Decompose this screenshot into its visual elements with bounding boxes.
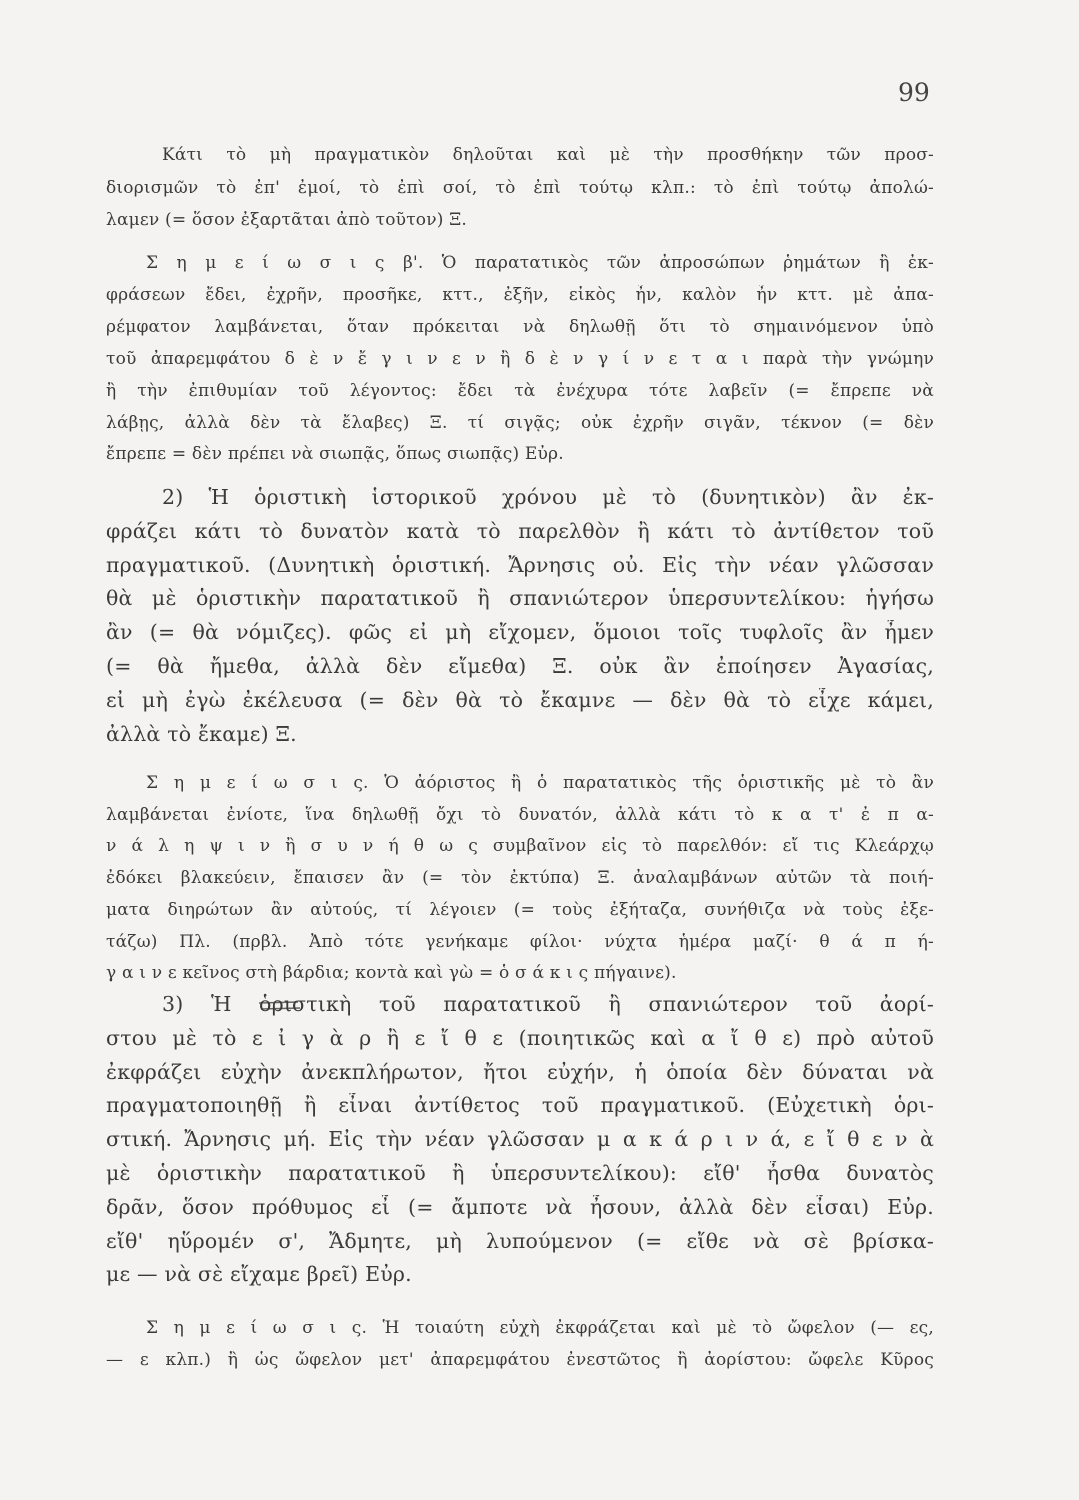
text-line: ἀλλὰ τὸ ἔκαμε) Ξ. (106, 722, 297, 746)
text-line: στική. Ἄρνησις μή. Εἰς τὴν νέαν γλῶσσαν μ α κ ά ρ ι ν ά, ε ἴ θ ε ν ὰ (106, 1127, 934, 1151)
text-line: Σ η μ ε ί ω σ ι ς. Ἡ τοιαύτη εὐχὴ ἐκφράζεται καὶ μὲ τὸ ὤφελον (— ες, (146, 1318, 934, 1338)
text-line: θὰ μὲ ὁριστικὴν παρατατικοῦ ἢ σπανιώτερον ὑπερσυντελίκου: ἡγήσω (106, 586, 934, 610)
text-line: μὲ ὁριστικὴν παρατατικοῦ ἢ ὑπερσυντελίκου): εἴθ' ἦσθα δυνατὸς (106, 1161, 934, 1185)
text-line: ἔπρεπε = δὲν πρέπει νὰ σιωπᾷς, ὅπως σιωπᾷς) Εὐρ. (106, 444, 564, 464)
text-line: ἢ τὴν ἐπιθυμίαν τοῦ λέγοντος: ἔδει τὰ ἐνέχυρα τότε λαβεῖν (= ἔπρεπε νὰ (106, 381, 934, 401)
text-line: ἐκφράζει εὐχὴν ἀνεκπλήρωτον, ἤτοι εὐχήν, ἡ ὁποία δὲν δύναται νὰ (106, 1060, 934, 1084)
text-line: δρᾶν, ὅσον πρόθυμος εἶ (= ἄμποτε νὰ ἦσουν, ἀλλὰ δὲν εἶσαι) Εὐρ. (106, 1195, 934, 1219)
text-line: φράσεων ἔδει, ἐχρῆν, προσῆκε, κττ., ἐξῆν, εἰκὸς ἦν, καλὸν ἦν κττ. μὲ ἀπα- (106, 285, 934, 305)
text-line: λάβῃς, ἀλλὰ δὲν τὰ ἔλαβες) Ξ. τί σιγᾷς; οὐκ ἐχρῆν σιγᾶν, τέκνον (= δὲν (106, 413, 934, 433)
text-line: ματα διηρώτων ἂν αὐτούς, τί λέγοιεν (= τοὺς ἐξήταζα, συνήθιζα νὰ τοὺς ἐξε- (106, 900, 934, 920)
text-line: ἐδόκει βλακεύειν, ἔπαισεν ἂν (= τὸν ἐκτύπα) Ξ. ἀναλαμβάνων αὐτῶν τὰ ποιή- (106, 868, 934, 888)
text-line: 3) Ἡ ὁριστικὴ τοῦ παρατατικοῦ ἢ σπανιώτερον τοῦ ἀορί- (162, 992, 934, 1016)
text-line: τοῦ ἀπαρεμφάτου δ ὲ ν ἔ γ ι ν ε ν ἢ δ ὲ ν γ ί ν ε τ α ι παρὰ τὴν γνώμην (106, 349, 934, 369)
text-line: πραγματικοῦ. (Δυνητικὴ ὁριστική. Ἄρνησις οὐ. Εἰς τὴν νέαν γλῶσσαν (106, 553, 934, 577)
text-line: γ α ι ν ε κεῖνος στὴ βάρδια; κοντὰ καὶ γὼ = ὁ σ ά κ ι ς πήγαινε). (106, 963, 677, 983)
text-line: (= θὰ ἤμεθα, ἀλλὰ δὲν εἴμεθα) Ξ. οὐκ ἂν ἐποίησεν Ἀγασίας, (106, 654, 934, 678)
text-line: λαμεν (= ὅσον ἐξαρτᾶται ἀπὸ τοῦτον) Ξ. (106, 210, 467, 230)
text-line: στου μὲ τὸ ε ἰ γ ὰ ρ ἢ ε ἴ θ ε (ποιητικῶς καὶ α ἴ θ ε) πρὸ αὐτοῦ (106, 1026, 934, 1050)
text-line: Κάτι τὸ μὴ πραγματικὸν δηλοῦται καὶ μὲ τὴν προσθήκην τῶν προσ- (162, 145, 934, 165)
text-line: ἂν (= θὰ νόμιζες). φῶς εἰ μὴ εἴχομεν, ὅμοιοι τοῖς τυφλοῖς ἂν ἦμεν (106, 620, 934, 644)
text-line: φράζει κάτι τὸ δυνατὸν κατὰ τὸ παρελθὸν ἢ κάτι τὸ ἀντίθετον τοῦ (106, 519, 934, 543)
text-line: ρέμφατον λαμβάνεται, ὅταν πρόκειται νὰ δηλωθῇ ὅτι τὸ σημαινόμενον ὑπὸ (106, 317, 934, 337)
text-line: Σ η μ ε ί ω σ ι ς. Ὁ ἀόριστος ἢ ὁ παρατατικὸς τῆς ὁριστικῆς μὲ τὸ ἂν (146, 773, 934, 793)
text-line: — ε κλπ.) ἢ ὡς ὤφελον μετ' ἀπαρεμφάτου ἐνεστῶτος ἢ ἀορίστου: ὤφελε Κῦρος (106, 1350, 934, 1370)
text-line: διορισμῶν τὸ ἐπ' ἐμοί, τὸ ἐπὶ σοί, τὸ ἐπὶ τούτῳ κλπ.: τὸ ἐπὶ τούτῳ ἀπολώ- (106, 178, 934, 198)
text-line: ν ά λ η ψ ι ν ἢ σ υ ν ή θ ω ς συμβαῖνον εἰς τὸ παρελθόν: εἴ τις Κλεάρχῳ (106, 836, 934, 856)
page-number: 99 (898, 78, 930, 107)
text-line: 2) Ἡ ὁριστικὴ ἱστορικοῦ χρόνου μὲ τὸ (δυνητικὸν) ἂν ἐκ- (162, 485, 934, 509)
text-line: εἰ μὴ ἐγὼ ἐκέλευσα (= δὲν θὰ τὸ ἔκαμνε — δὲν θὰ τὸ εἶχε κάμει, (106, 688, 934, 712)
text-line: με — νὰ σὲ εἴχαμε βρεῖ) Εὐρ. (106, 1262, 412, 1286)
text-line: εἴθ' ηὕρομέν σ', Ἄδμητε, μὴ λυπούμενον (= εἴθε νὰ σὲ βρίσκα- (106, 1229, 934, 1253)
text-line: πραγματοποιηθῇ ἢ εἶναι ἀντίθετος τοῦ πραγματικοῦ. (Εὐχετικὴ ὁρι- (106, 1093, 934, 1117)
text-line: τάζω) Πλ. (πρβλ. Ἀπὸ τότε γενήκαμε φίλοι· νύχτα ἡμέρα μαζί· θ ά π ή- (106, 932, 934, 952)
text-line: Σ η μ ε ί ω σ ι ς β'. Ὁ παρατατικὸς τῶν ἀπροσώπων ῥημάτων ἢ ἐκ- (146, 253, 934, 273)
text-line: λαμβάνεται ἐνίοτε, ἵνα δηλωθῇ ὄχι τὸ δυνατόν, ἀλλὰ κάτι τὸ κ α τ' ἐ π α- (106, 805, 934, 825)
